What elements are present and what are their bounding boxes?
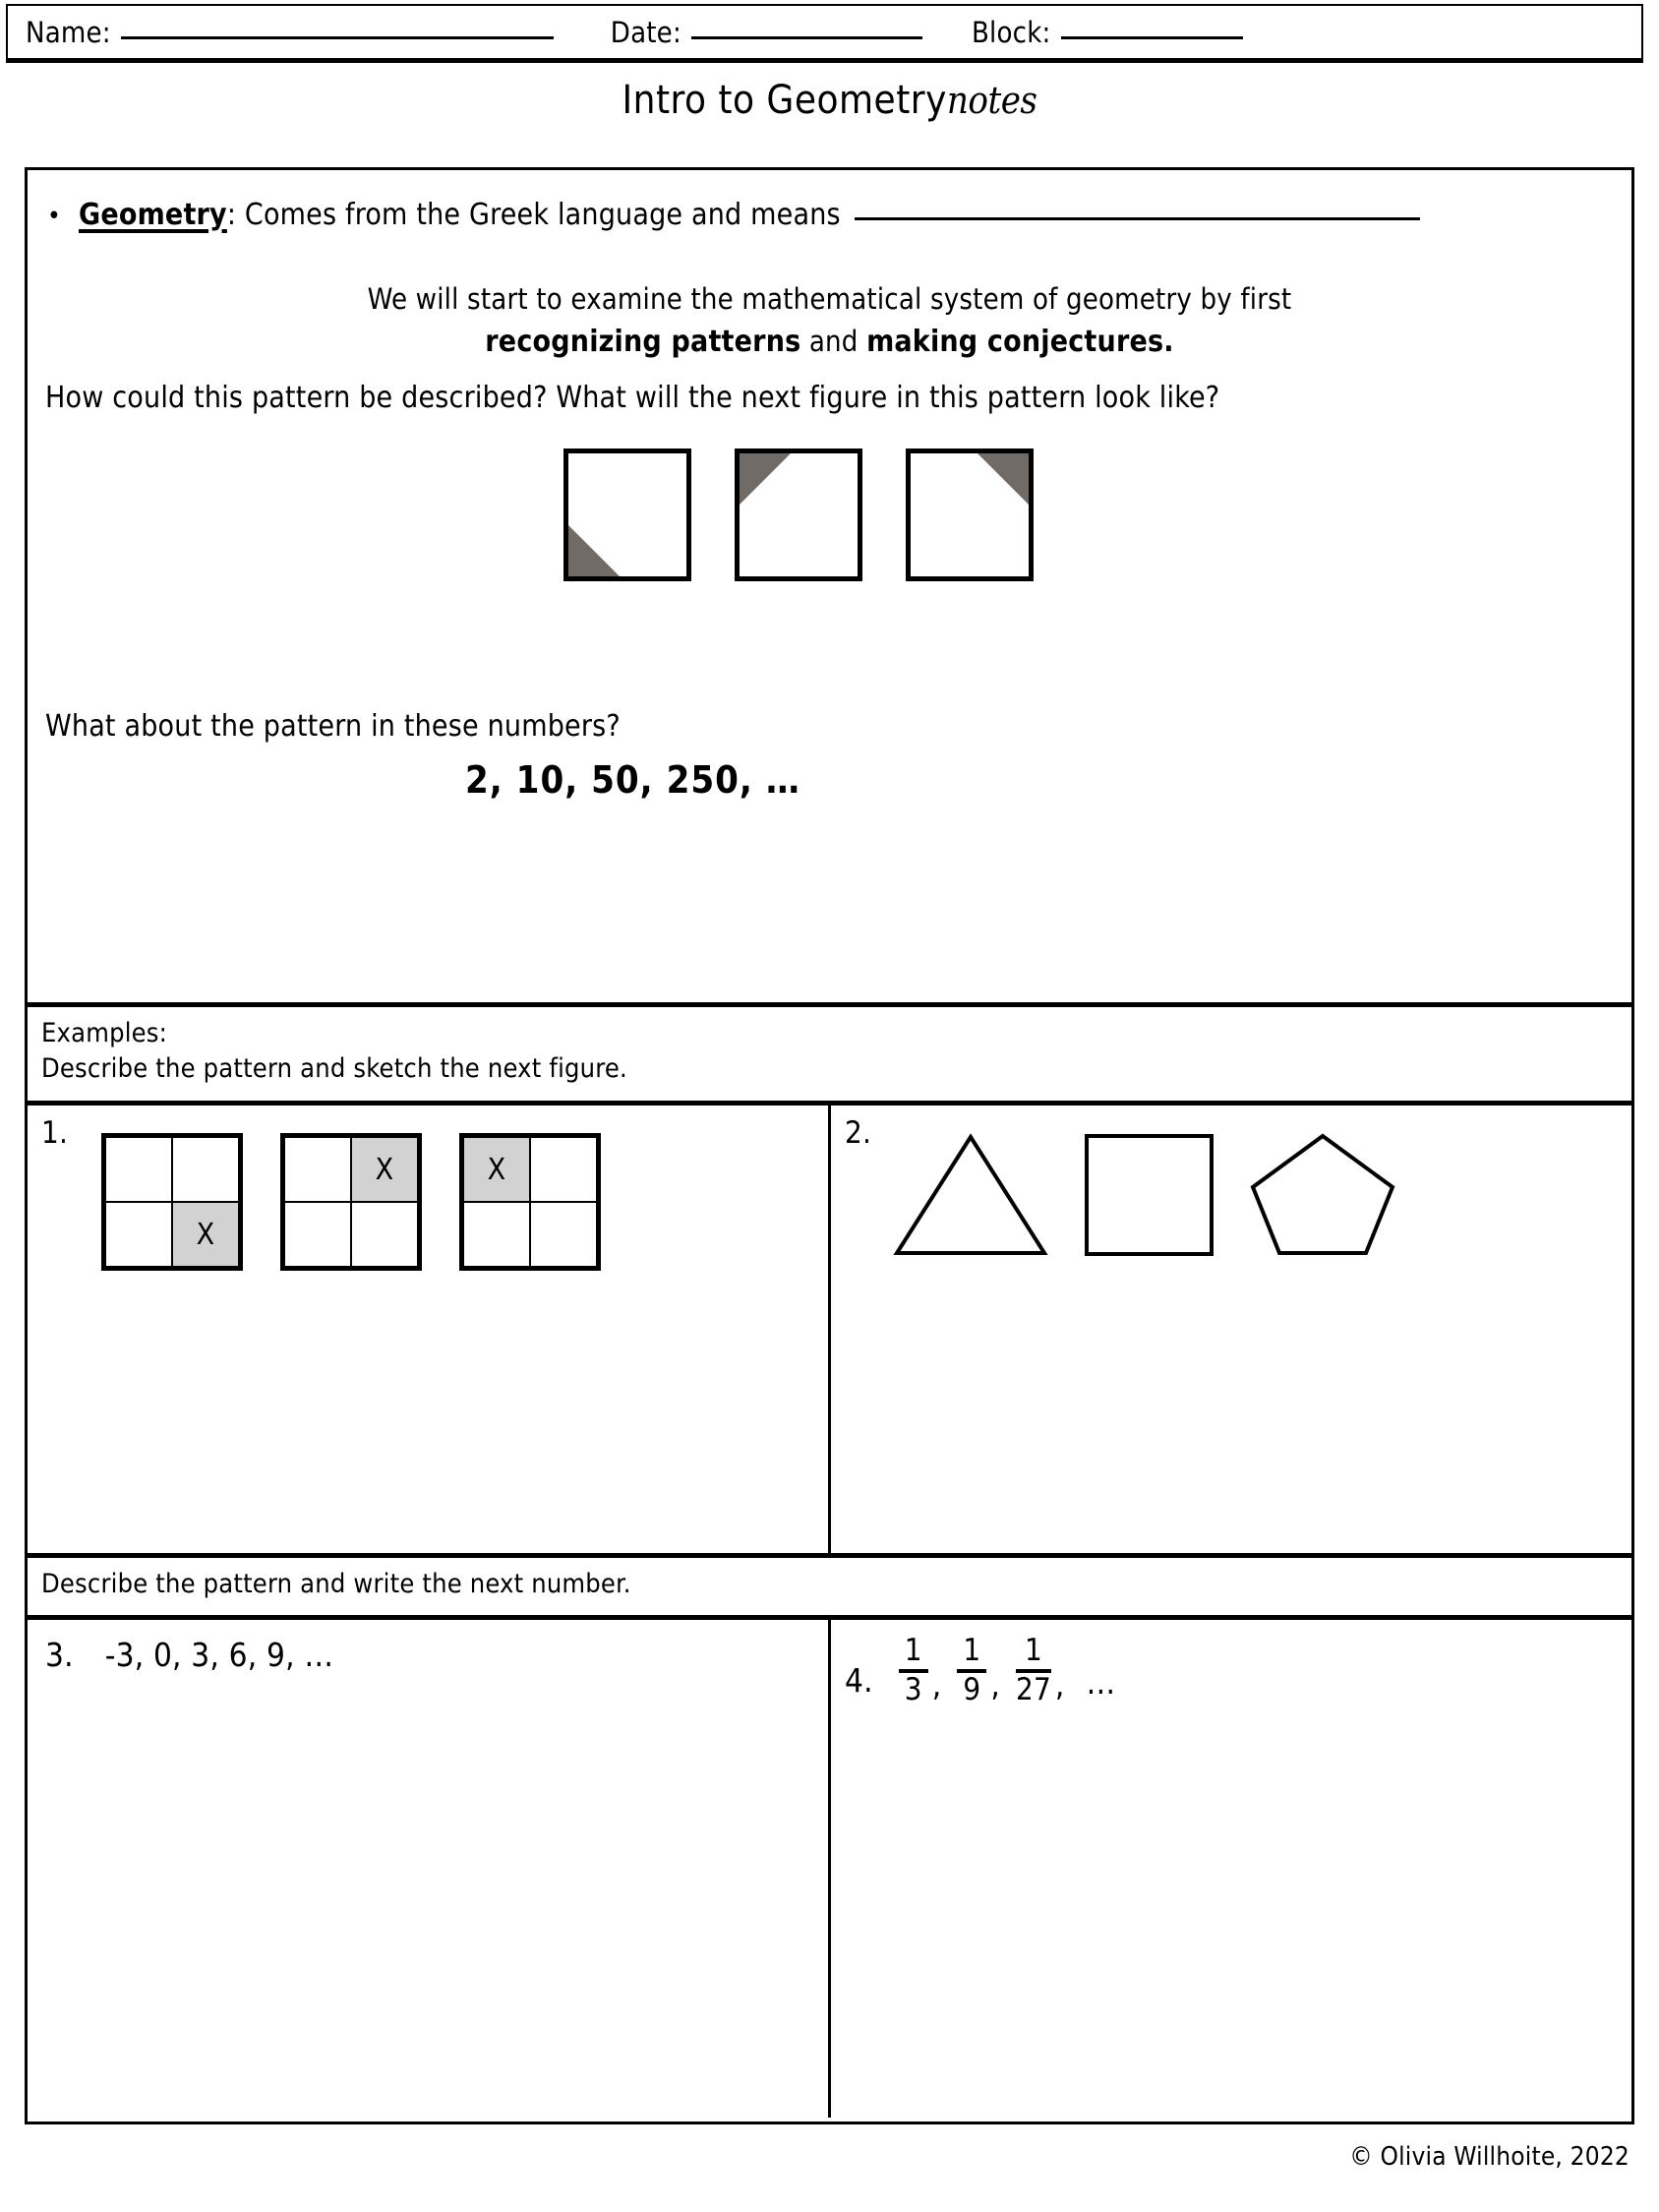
number-instruction-text: Describe the pattern and write the next number. xyxy=(41,1569,631,1599)
problem-3-cell[interactable] xyxy=(28,1620,831,2118)
date-input[interactable] xyxy=(691,36,922,39)
fraction-numerator: 1 xyxy=(963,1633,981,1668)
problem-4-cell[interactable] xyxy=(831,1620,1631,2118)
fraction-separator: , xyxy=(931,1665,942,1704)
fraction-one-twentyseventh xyxy=(1016,1633,1051,1707)
pattern-square-2 xyxy=(735,448,862,581)
fraction-separator: , xyxy=(1054,1665,1065,1704)
copyright-footer: © Olivia Willhoite, 2022 xyxy=(1349,2142,1629,2172)
number-pattern-sequence: 2, 10, 50, 250, … xyxy=(464,758,801,802)
fraction-separator: , xyxy=(990,1665,1000,1704)
problem-1-cell[interactable] xyxy=(28,1106,831,1553)
fraction-denominator: 9 xyxy=(963,1672,981,1707)
shaded-corner-bottom-left-icon xyxy=(568,525,620,576)
figure-pattern-question: How could this pattern be described? What will the next figure in this pattern look like? xyxy=(45,381,1220,415)
problem-3-number: 3. xyxy=(45,1636,74,1674)
geometry-definition-bullet xyxy=(47,198,1614,232)
intro-paragraph-and: and xyxy=(800,325,867,358)
number-problems-row xyxy=(28,1620,1631,2118)
shaded-corner-top-right-icon xyxy=(978,453,1029,505)
name-input[interactable] xyxy=(121,36,554,39)
grid-cell xyxy=(462,1201,531,1268)
grid-cell xyxy=(104,1136,173,1203)
page-title-script: notes xyxy=(946,79,1037,122)
date-field-group xyxy=(611,16,922,49)
examples-instruction: Describe the pattern and sketch the next figure. xyxy=(41,1053,627,1084)
examples-banner xyxy=(28,1007,1631,1106)
problem-1-grid-1 xyxy=(101,1133,243,1271)
intro-paragraph xyxy=(77,278,1582,363)
fraction-numerator: 1 xyxy=(904,1633,922,1668)
grid-cell xyxy=(529,1136,598,1203)
problem-3-sequence: -3, 0, 3, 6, 9, … xyxy=(104,1636,334,1674)
problem-2-number: 2. xyxy=(845,1115,871,1151)
fraction-denominator: 27 xyxy=(1016,1672,1051,1707)
pentagon-icon xyxy=(1249,1131,1396,1259)
geometry-definition-text: : Comes from the Greek language and means xyxy=(226,198,841,232)
grid-cell xyxy=(104,1201,173,1268)
shaded-corner-top-left-icon xyxy=(740,453,791,505)
grid-cell-marked: X xyxy=(350,1136,419,1203)
grid-cell xyxy=(171,1136,240,1203)
pattern-square-3 xyxy=(906,448,1034,581)
triangle-icon xyxy=(892,1131,1049,1259)
problem-1-grid-2 xyxy=(280,1133,422,1271)
fraction-numerator: 1 xyxy=(1024,1633,1042,1668)
fraction-one-ninth xyxy=(957,1633,986,1707)
block-input[interactable] xyxy=(1061,36,1243,39)
date-label: Date: xyxy=(610,15,681,49)
block-label: Block: xyxy=(971,15,1051,49)
figure-problems-row xyxy=(28,1106,1631,1558)
number-instruction-banner xyxy=(28,1558,1631,1620)
grid-cell xyxy=(283,1201,352,1268)
intro-paragraph-strong1: recognizing patterns xyxy=(485,325,801,359)
page-title xyxy=(0,77,1659,124)
problem-2-cell[interactable] xyxy=(831,1106,1631,1553)
problem-4-number: 4. xyxy=(845,1661,873,1700)
bullet-icon: • xyxy=(47,202,61,231)
problem-3-content xyxy=(45,1636,333,1674)
page-title-main: Intro to Geometry xyxy=(622,78,947,123)
corner-square-pattern xyxy=(563,448,1034,581)
geometry-definition-blank[interactable] xyxy=(855,217,1420,220)
intro-paragraph-line1: We will start to examine the mathematical system of geometry by first xyxy=(367,282,1292,316)
block-field-group xyxy=(972,16,1243,49)
fraction-one-third xyxy=(899,1633,928,1707)
worksheet-frame xyxy=(25,167,1634,2124)
problem-1-grid-3 xyxy=(459,1133,601,1271)
problem-2-figures xyxy=(892,1131,1396,1259)
problem-1-number: 1. xyxy=(41,1115,68,1151)
name-field-group xyxy=(26,16,554,49)
student-info-header xyxy=(6,4,1643,63)
geometry-term: Geometry xyxy=(79,198,227,232)
grid-cell xyxy=(529,1201,598,1268)
problem-1-figures xyxy=(101,1133,601,1271)
pattern-square-1 xyxy=(563,448,691,581)
fraction-denominator: 3 xyxy=(904,1672,922,1707)
square-icon xyxy=(1083,1132,1215,1258)
notes-section xyxy=(28,170,1631,1007)
number-pattern-question: What about the pattern in these numbers? xyxy=(45,709,621,744)
fraction-ellipsis: … xyxy=(1086,1663,1118,1702)
grid-cell xyxy=(283,1136,352,1203)
grid-cell-marked: X xyxy=(462,1136,531,1203)
problem-4-content xyxy=(845,1633,1118,1707)
examples-heading: Examples: xyxy=(41,1018,168,1048)
grid-cell xyxy=(350,1201,419,1268)
name-label: Name: xyxy=(26,15,111,49)
grid-cell-marked: X xyxy=(171,1201,240,1268)
intro-paragraph-strong2: making conjectures. xyxy=(866,325,1174,359)
